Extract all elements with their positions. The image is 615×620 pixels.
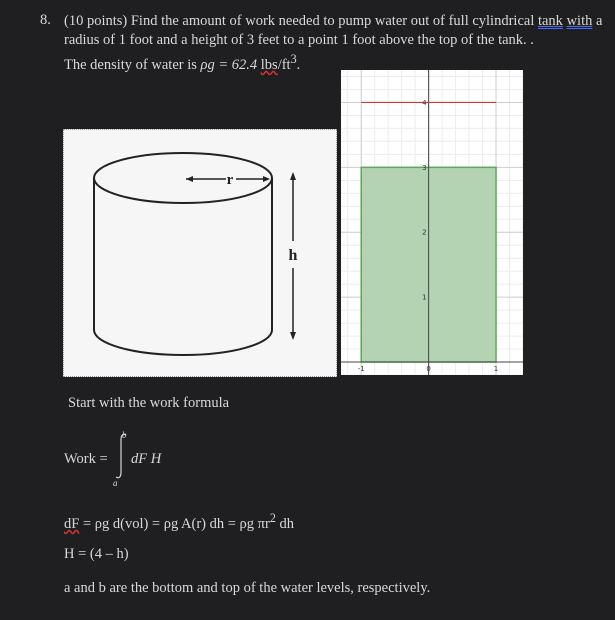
- spell-flag-lbs: lbs: [260, 56, 278, 73]
- intro-text: Start with the work formula: [68, 395, 230, 411]
- x-tick-label: 1: [493, 365, 499, 374]
- question-text-part: a radius of 1 foot and a height of 3 feet to a point 1 foot above the top of the tank. .: [64, 13, 603, 48]
- radius-arrowhead-right: [263, 176, 270, 182]
- units-end: .: [296, 56, 301, 73]
- height-label: h: [288, 247, 298, 264]
- radius-label: r: [226, 172, 234, 188]
- integral-upper-limit: b: [122, 430, 127, 440]
- y-tick-label: 2: [422, 228, 427, 237]
- y-tick-label: 4: [422, 98, 427, 107]
- grammar-flag-with: with: [566, 13, 593, 29]
- cylinder-figure: [63, 129, 337, 377]
- question-text: [64, 12, 604, 75]
- density-value: ρg = 62.4: [200, 56, 261, 73]
- density-prefix: The density of water is: [64, 56, 201, 73]
- work-formula: [64, 428, 264, 493]
- height-arrowhead-top: [290, 172, 296, 180]
- units-exponent: 3: [290, 52, 297, 66]
- integral-lower-limit: a: [113, 478, 118, 488]
- dF-equation: [64, 511, 294, 533]
- cylinder-bottom-arc: [94, 330, 272, 355]
- x-tick-label: -1: [357, 365, 365, 374]
- x-tick-label: 0: [426, 365, 431, 374]
- dF-tail: dh: [275, 515, 294, 532]
- footer-note: a and b are the bottom and top of the water levels, respectively.: [64, 580, 431, 596]
- cylinder-drawing: [64, 130, 336, 376]
- radius-arrowhead-left: [186, 176, 193, 182]
- question-number: 8.: [40, 12, 51, 28]
- integrand: dF H: [131, 451, 162, 467]
- tank-graph-svg: [341, 70, 523, 375]
- grammar-flag-tank: tank: [537, 13, 563, 29]
- dF-rhs: = ρg d(vol) = ρg A(r) dh = ρg πr: [79, 515, 270, 532]
- height-arrowhead-bottom: [290, 332, 296, 340]
- y-tick-label: 3: [422, 163, 427, 172]
- question-text-part: (10 points) Find the amount of work needed to pump water out of full cylindrical: [64, 13, 538, 29]
- spell-flag-dF: dF: [64, 515, 80, 532]
- dF-exponent: 2: [269, 511, 276, 525]
- units-ft: /ft: [277, 56, 291, 73]
- H-equation: H = (4 – h): [64, 546, 129, 562]
- work-label: Work =: [64, 451, 108, 467]
- cylinder-top-ellipse: [94, 153, 272, 203]
- tank-graph: [341, 70, 523, 375]
- y-tick-label: 1: [422, 293, 427, 302]
